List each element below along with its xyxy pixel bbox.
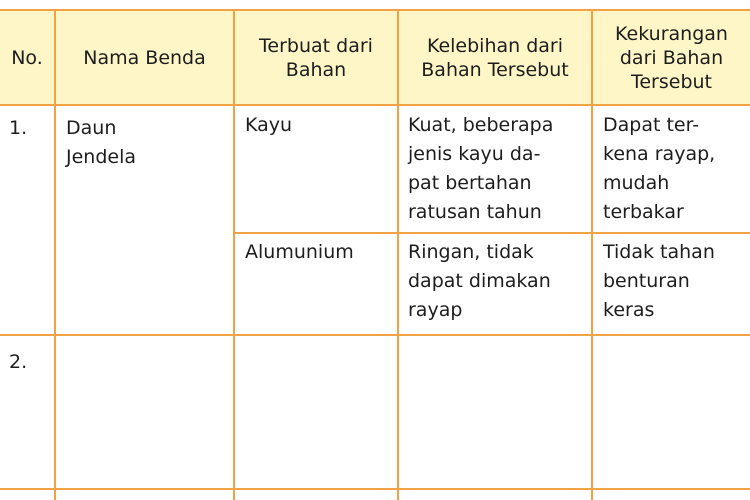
header-terbuat-dari-bahan <box>235 11 397 104</box>
header-no <box>0 11 54 104</box>
row1-nama-line-2: Jendela <box>66 146 137 168</box>
row1-material1-kekurangan <box>603 111 715 227</box>
row2-bahan-empty <box>235 336 397 488</box>
kekurangan-line: keras <box>603 299 655 321</box>
row1-material2-kelebihan <box>408 238 551 325</box>
header-kekurangan <box>593 11 750 104</box>
kelebihan-line: rayap <box>408 299 463 321</box>
header-nama-benda <box>56 11 233 104</box>
row1-nama-benda <box>66 114 136 172</box>
header-bahan-line-2: Bahan <box>285 58 347 81</box>
header-kekurangan-line-3: Tersebut <box>630 70 713 93</box>
row2-no-text: 2. <box>9 351 28 373</box>
header-bahan-line-1: Terbuat dari <box>259 34 373 57</box>
header-kelebihan <box>399 11 591 104</box>
header-bottom-border <box>0 104 750 106</box>
header-kekurangan-line-1: Kekurangan <box>615 22 728 45</box>
row1-material1-bahan <box>245 111 292 140</box>
row1-no-text: 1. <box>9 117 28 139</box>
kekurangan-line: Dapat ter- <box>603 114 700 136</box>
header-kelebihan-line-2: Bahan Tersebut <box>421 58 569 81</box>
row2-no <box>9 348 27 377</box>
row2-bottom-border <box>0 488 750 490</box>
row2-kelebihan-empty <box>399 336 591 488</box>
row1-nama-line-1: Daun <box>66 117 117 139</box>
header-kekurangan-line-2: dari Bahan <box>619 46 724 69</box>
header-kelebihan-line-1: Kelebihan dari <box>426 34 564 57</box>
row2-kekurangan-empty <box>593 336 750 488</box>
kekurangan-line: kena rayap, <box>603 143 716 165</box>
row2-nama-benda-empty <box>56 336 233 488</box>
row1-material1-kelebihan <box>408 111 553 227</box>
row1-material2-kekurangan <box>603 238 715 325</box>
kekurangan-line: mudah <box>603 172 670 194</box>
row1-material1-bahan-text: Kayu <box>245 114 293 136</box>
kelebihan-line: ratusan tahun <box>408 201 542 223</box>
kelebihan-line: dapat dimakan <box>408 270 551 292</box>
kelebihan-line: Kuat, beberapa <box>408 114 554 136</box>
kekurangan-line: terbakar <box>603 201 684 223</box>
kelebihan-line: Ringan, tidak <box>408 241 534 263</box>
kelebihan-line: pat bertahan <box>408 172 532 194</box>
row1-material2-bahan <box>245 238 354 267</box>
row1-no <box>9 114 27 143</box>
row1-material-divider <box>234 232 750 234</box>
row1-material2-bahan-text: Alumunium <box>245 241 354 263</box>
header-nama-benda-label: Nama Benda <box>83 46 206 69</box>
kekurangan-line: Tidak tahan <box>603 241 715 263</box>
kekurangan-line: benturan <box>603 270 690 292</box>
header-no-label: No. <box>11 46 43 69</box>
kelebihan-line: jenis kayu da- <box>408 143 541 165</box>
